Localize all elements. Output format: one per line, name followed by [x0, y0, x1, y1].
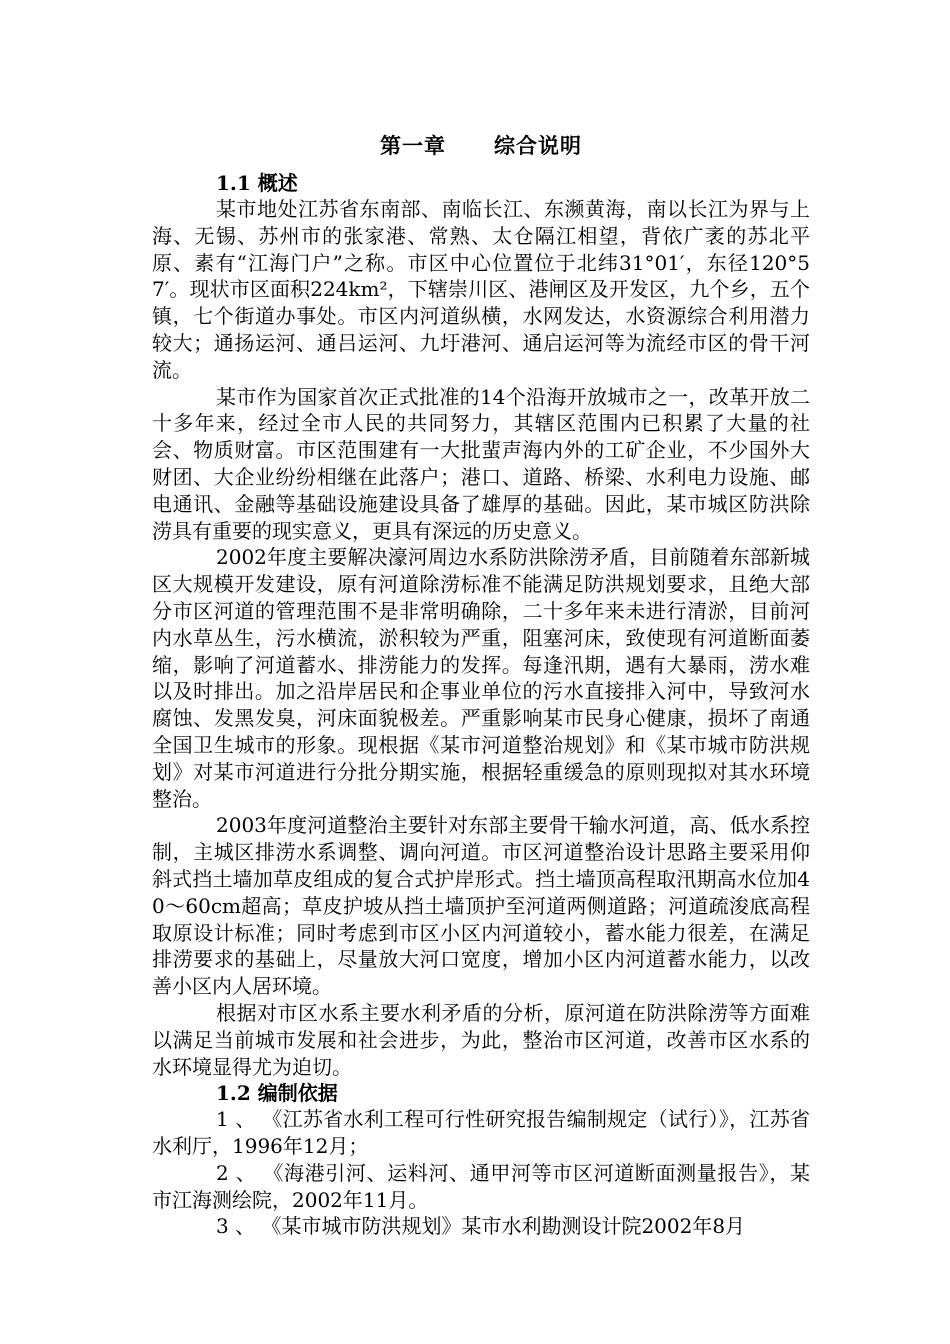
- section-heading-basis: 1.2 编制依据: [216, 1081, 338, 1106]
- overview-paragraph: 某市地处江苏省东南部、南临长江、东濒黄海，南以长江为界与上海、无锡、苏州市的张家港、常熟、太仓隔江相望，背依广袤的苏北平原、素有“江海门户”之称。市区中心位置位于北纬31°01′，东径120°57′。现状市区面积224km²，下辖崇川区、港闸区及开发区，九个乡，五个镇，七个街道办事处。市区内河道纵横，水网发达，水资源综合利用潜力较大；通扬运河、通吕运河、九圩港河、通启运河等为流经市区的骨干河流。: [152, 197, 810, 382]
- reference-item: 1 、 《江苏省水利工程可行性研究报告编制规定（试行）》，江苏省水利厅，1996年12月；: [152, 1107, 810, 1159]
- chapter-name: 综合说明: [494, 133, 582, 158]
- reference-item: 3 、 《某市城市防洪规划》某市水利勘测设计院2002年8月: [216, 1214, 746, 1239]
- overview-paragraph: 某市作为国家首次正式批准的14个沿海开放城市之一，改革开放二十多年来，经过全市人民的共同努力，其辖区范围内已积累了大量的社会、物质财富。市区范围建有一大批蜚声海内外的工矿企业，不少国外大财团、大企业纷纷相继在此落户；港口、道路、桥梁、水利电力设施、邮电通讯、金融等基础设施建设具备了雄厚的基础。因此，某市城区防洪除涝具有重要的现实意义，更具有深远的历史意义。: [152, 384, 810, 543]
- reference-item: 2 、 《海港引河、运料河、通甲河等市区河道断面测量报告》，某市江海测绘院，2002年11月。: [152, 1160, 810, 1212]
- overview-paragraph: 2003年度河道整治主要针对东部主要骨干输水河道，高、低水系控制，主城区排涝水系调整、调向河道。市区河道整治设计思路主要采用仰斜式挡土墙加草皮组成的复合式护岸形式。挡土墙顶高程取汛期高水位加40～60cm超高；草皮护坡从挡土墙顶护至河道两侧道路；河道疏浚底高程取原设计标准；同时考虑到市区小区内河道较小，蓄水能力很差，在满足排涝要求的基础上，尽量放大河口宽度，增加小区内河道蓄水能力，以改善小区内人居环境。: [152, 813, 810, 999]
- overview-paragraph: 根据对市区水系主要水利矛盾的分析，原河道在防洪除涝等方面难以满足当前城市发展和社会进步，为此，整治市区河道，改善市区水系的水环境显得尤为迫切。: [152, 1000, 810, 1079]
- document-body: [152, 128, 810, 1240]
- chapter-title: [152, 128, 810, 164]
- chapter-number: 第一章: [380, 133, 446, 158]
- section-heading-overview: 1.1 概述: [216, 171, 298, 195]
- overview-paragraph: 2002年度主要解决濠河周边水系防洪除涝矛盾，目前随着东部新城区大规模开发建设，原有河道除涝标准不能满足防洪规划要求，且绝大部分市区河道的管理范围不是非常明确除，二十多年来未进行清淤，目前河内水草丛生，污水横流，淤积较为严重，阻塞河床，致使现有河道断面萎缩，影响了河道蓄水、排涝能力的发挥。每逢汛期，遇有大暴雨，涝水难以及时排出。加之沿岸居民和企事业单位的污水直接排入河中，导致河水腐蚀、发黑发臭，河床面貌极差。严重影响某市民身心健康，损坏了南通全国卫生城市的形象。现根据《某市河道整治规划》和《某市城市防洪规划》对某市河道进行分批分期实施，根据轻重缓急的原则现拟对其水环境整治。: [152, 545, 810, 811]
